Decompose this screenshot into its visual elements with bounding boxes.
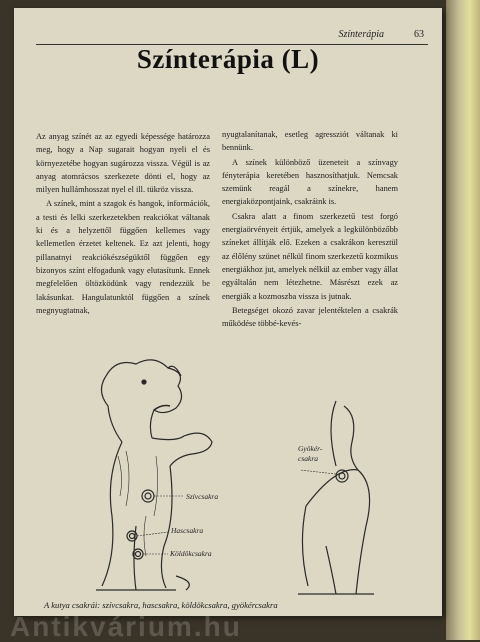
figure-caption: A kutya csakrái: szívcsakra, hascsakra, köldökcsakra, gyökércsakra	[44, 600, 278, 610]
label-gyokercsakra-line2: csakra	[298, 454, 318, 463]
label-hascsakra: Hascsakra	[171, 526, 204, 535]
right-column	[222, 128, 398, 331]
paragraph: Betegséget okozó zavar jelentéktelen a csakrák működése többé-kevés-	[222, 305, 398, 329]
header-section-title: Színterápia	[338, 29, 384, 40]
paragraph: Csakra alatt a finom szerkezetű test forgó energiaörvényeit értjük, amelyek a legkülönbözőbb színeket állítják elő. Ezeken a csakrákon keresztül az élőlény szünet nélkül finom szerkezetű kozmikus energiákhoz jut, amelyek nélkül az ember vagy állat egyáltalán nem létezhetne. Másrészt ezek az energiák a kozmoszba vissza is jutnak.	[222, 211, 398, 301]
book-page	[14, 8, 442, 616]
running-header	[36, 28, 428, 45]
label-gyokercsakra-line1: Gyökér-	[298, 444, 323, 453]
book-spine	[446, 0, 480, 640]
paragraph: A színek, mint a szagok és hangok, információk, a testi és lelki szerkezetekben reakciókat váltanak ki és a helyzettől függően kellemes vagy kellemetlen érzetet keltenek. Ez azt jelenti, hogy pillanatnyi reakciókészségüktől függően egy bizonyos színt elfogadunk vagy elutasítunk. Ennek megfelelően öltözködünk vagy rendezzük be lakásunkat. Hangulatunktól függően a színek megnyugtatnak,	[36, 199, 210, 315]
label-szivcsakra: Szívcsakra	[186, 492, 219, 501]
paragraph: nyugtalanítanak, esetleg agressziót váltanak ki bennünk.	[222, 130, 398, 153]
label-koldokcsakra: Köldökcsakra	[170, 549, 212, 558]
dog-chakra-illustration	[36, 346, 426, 601]
page-number: 63	[414, 29, 424, 40]
dog-drawing-icon	[36, 346, 426, 601]
left-column	[36, 130, 210, 318]
page-title: Színterápia (L)	[136, 44, 320, 74]
paragraph: A színek különböző üzeneteit a színvagy fényterápia keretében hasznosíthatjuk. Nemcsak szemünk reagál a színekre, hanem energiaközpontjaink, csakráink is.	[222, 157, 398, 207]
paragraph: Az anyag színét az az egyedi képessége határozza meg, hogy a Nap sugarait hogyan nyeli el és környezetébe hogyan sugározza vissza. Végül is az anyag atomrácsos szerkezete dönti el, hogy az milyen hullámhosszat nyel el ill. tükröz vissza.	[36, 132, 210, 195]
watermark-text: Antikvárium.hu	[10, 611, 242, 642]
